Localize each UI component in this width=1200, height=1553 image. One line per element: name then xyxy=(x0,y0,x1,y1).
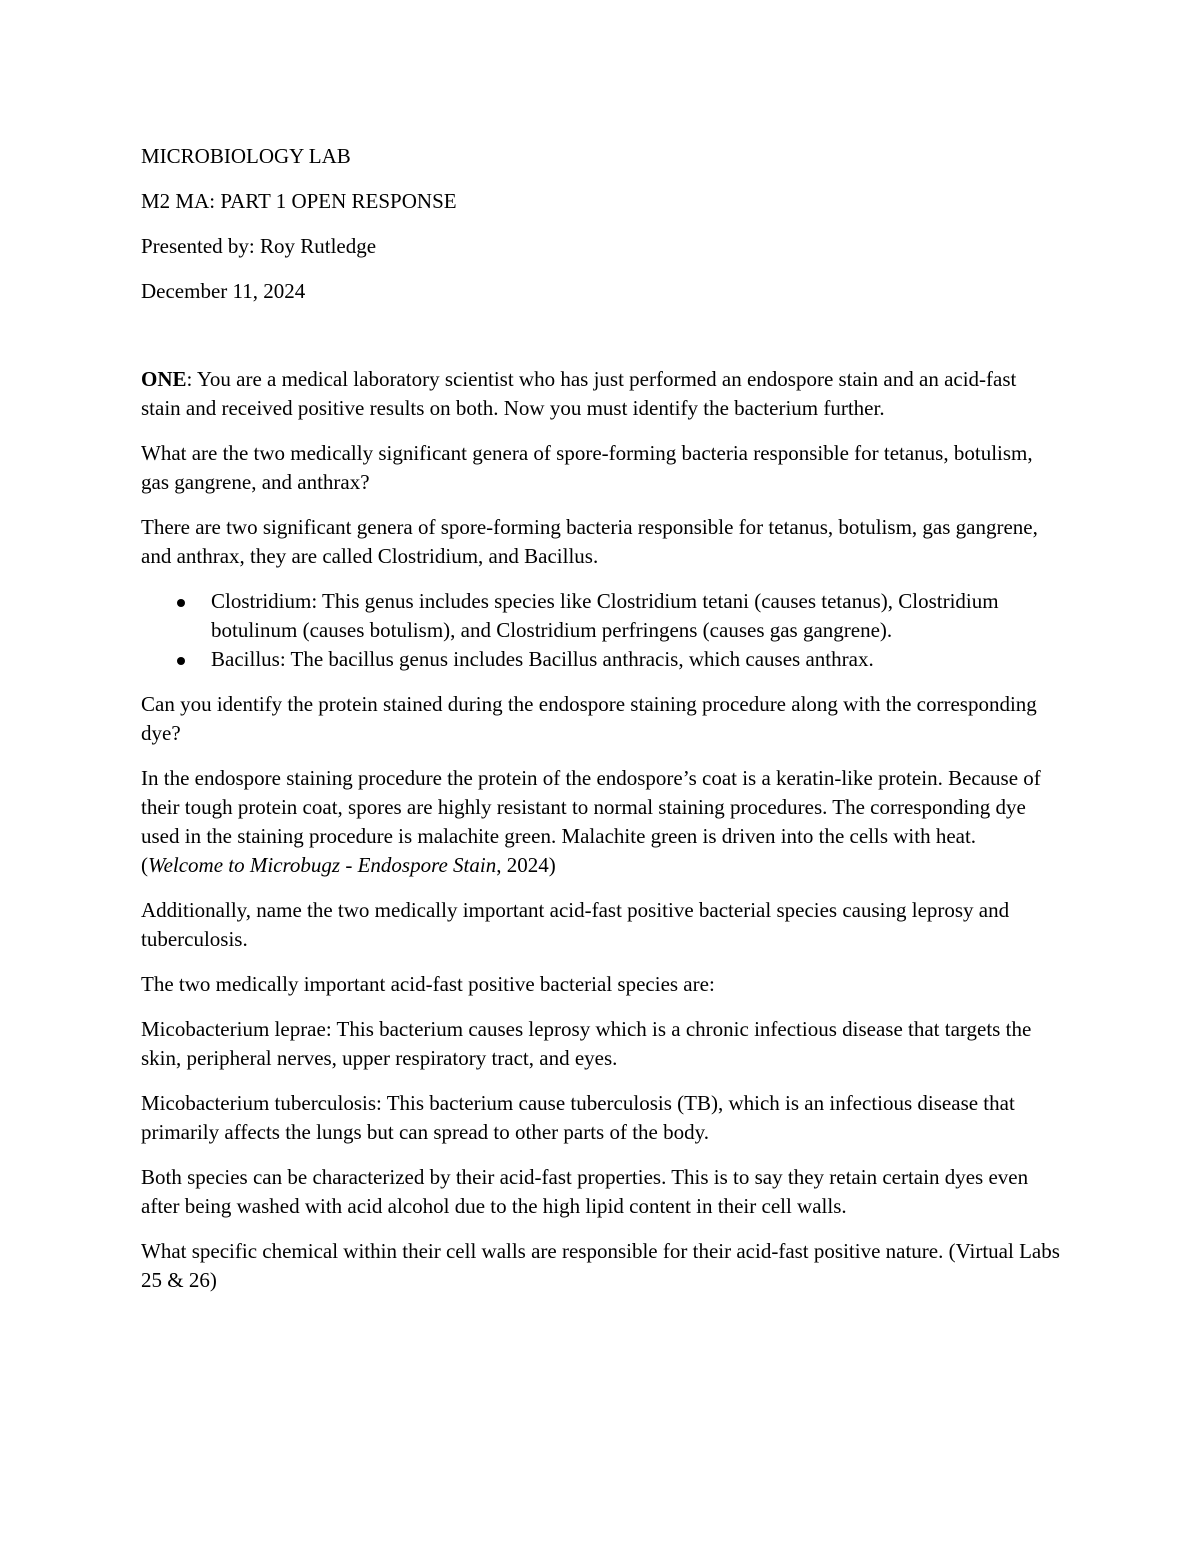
genera-list xyxy=(141,587,1061,674)
question-3: Additionally, name the two medically important acid-fast positive bacterial species causing leprosy and tuberculosis. xyxy=(141,898,1010,951)
intro-label: ONE xyxy=(141,367,187,391)
answer-3-leprae: Micobacterium leprae: This bacterium causes leprosy which is a chronic infectious disease that targets the skin, peripheral nerves, upper respiratory tract, and eyes. xyxy=(141,1017,1032,1070)
question-1: What are the two medically significant genera of spore-forming bacteria responsible for tetanus, botulism, gas gangrene, and anthrax? xyxy=(141,441,1033,494)
answer-3-tuberculosis: Micobacterium tuberculosis: This bacterium cause tuberculosis (TB), which is an infectious disease that primarily affects the lungs but can spread to other parts of the body. xyxy=(141,1091,1015,1144)
date-line: December 11, 2024 xyxy=(141,279,306,303)
presenter-line: Presented by: Roy Rutledge xyxy=(141,234,377,258)
list-item xyxy=(141,587,1061,645)
bullet-icon xyxy=(177,599,185,607)
answer-1: There are two significant genera of spore-forming bacteria responsible for tetanus, botulism, gas gangrene, and anthrax, they are called Clostridium, and Bacillus. xyxy=(141,515,1038,568)
list-item xyxy=(141,645,1061,674)
document-page xyxy=(141,142,1061,1311)
answer-3-intro: The two medically important acid-fast positive bacterial species are: xyxy=(141,972,715,996)
assignment-title: M2 MA: PART 1 OPEN RESPONSE xyxy=(141,189,457,213)
intro-text: : You are a medical laboratory scientist who has just performed an endospore stain and an acid-fast stain and received positive results on both. Now you must identify the bacterium further. xyxy=(141,367,1017,420)
question-2: Can you identify the protein stained during the endospore staining procedure along with the corresponding dye? xyxy=(141,692,1037,745)
intro-paragraph xyxy=(141,365,1061,423)
citation-title: Welcome to Microbugz - Endospore Stain xyxy=(148,853,497,877)
bullet-icon xyxy=(177,657,185,665)
answer-2-text: In the endospore staining procedure the protein of the endospore’s coat is a keratin-like protein. Because of their tough protein coat, spores are highly resistant to normal staining procedures. The corresponding dye used in the staining procedure is malachite green. Malachite green is driven into the cells with heat. ( xyxy=(141,766,1041,877)
list-item-text: Bacillus: The bacillus genus includes Bacillus anthracis, which causes anthrax. xyxy=(211,647,874,671)
citation-year: , 2024) xyxy=(496,853,556,877)
answer-3-both: Both species can be characterized by their acid-fast properties. This is to say they retain certain dyes even after being washed with acid alcohol due to the high lipid content in their cell walls. xyxy=(141,1165,1029,1218)
answer-2 xyxy=(141,764,1061,880)
question-4: What specific chemical within their cell walls are responsible for their acid-fast positive nature. (Virtual Labs 25 & 26) xyxy=(141,1239,1060,1292)
list-item-text: Clostridium: This genus includes species like Clostridium tetani (causes tetanus), Clostridium botulinum (causes botulism), and Clostridium perfringens (causes gas gangrene). xyxy=(211,589,999,642)
course-title: MICROBIOLOGY LAB xyxy=(141,144,351,168)
